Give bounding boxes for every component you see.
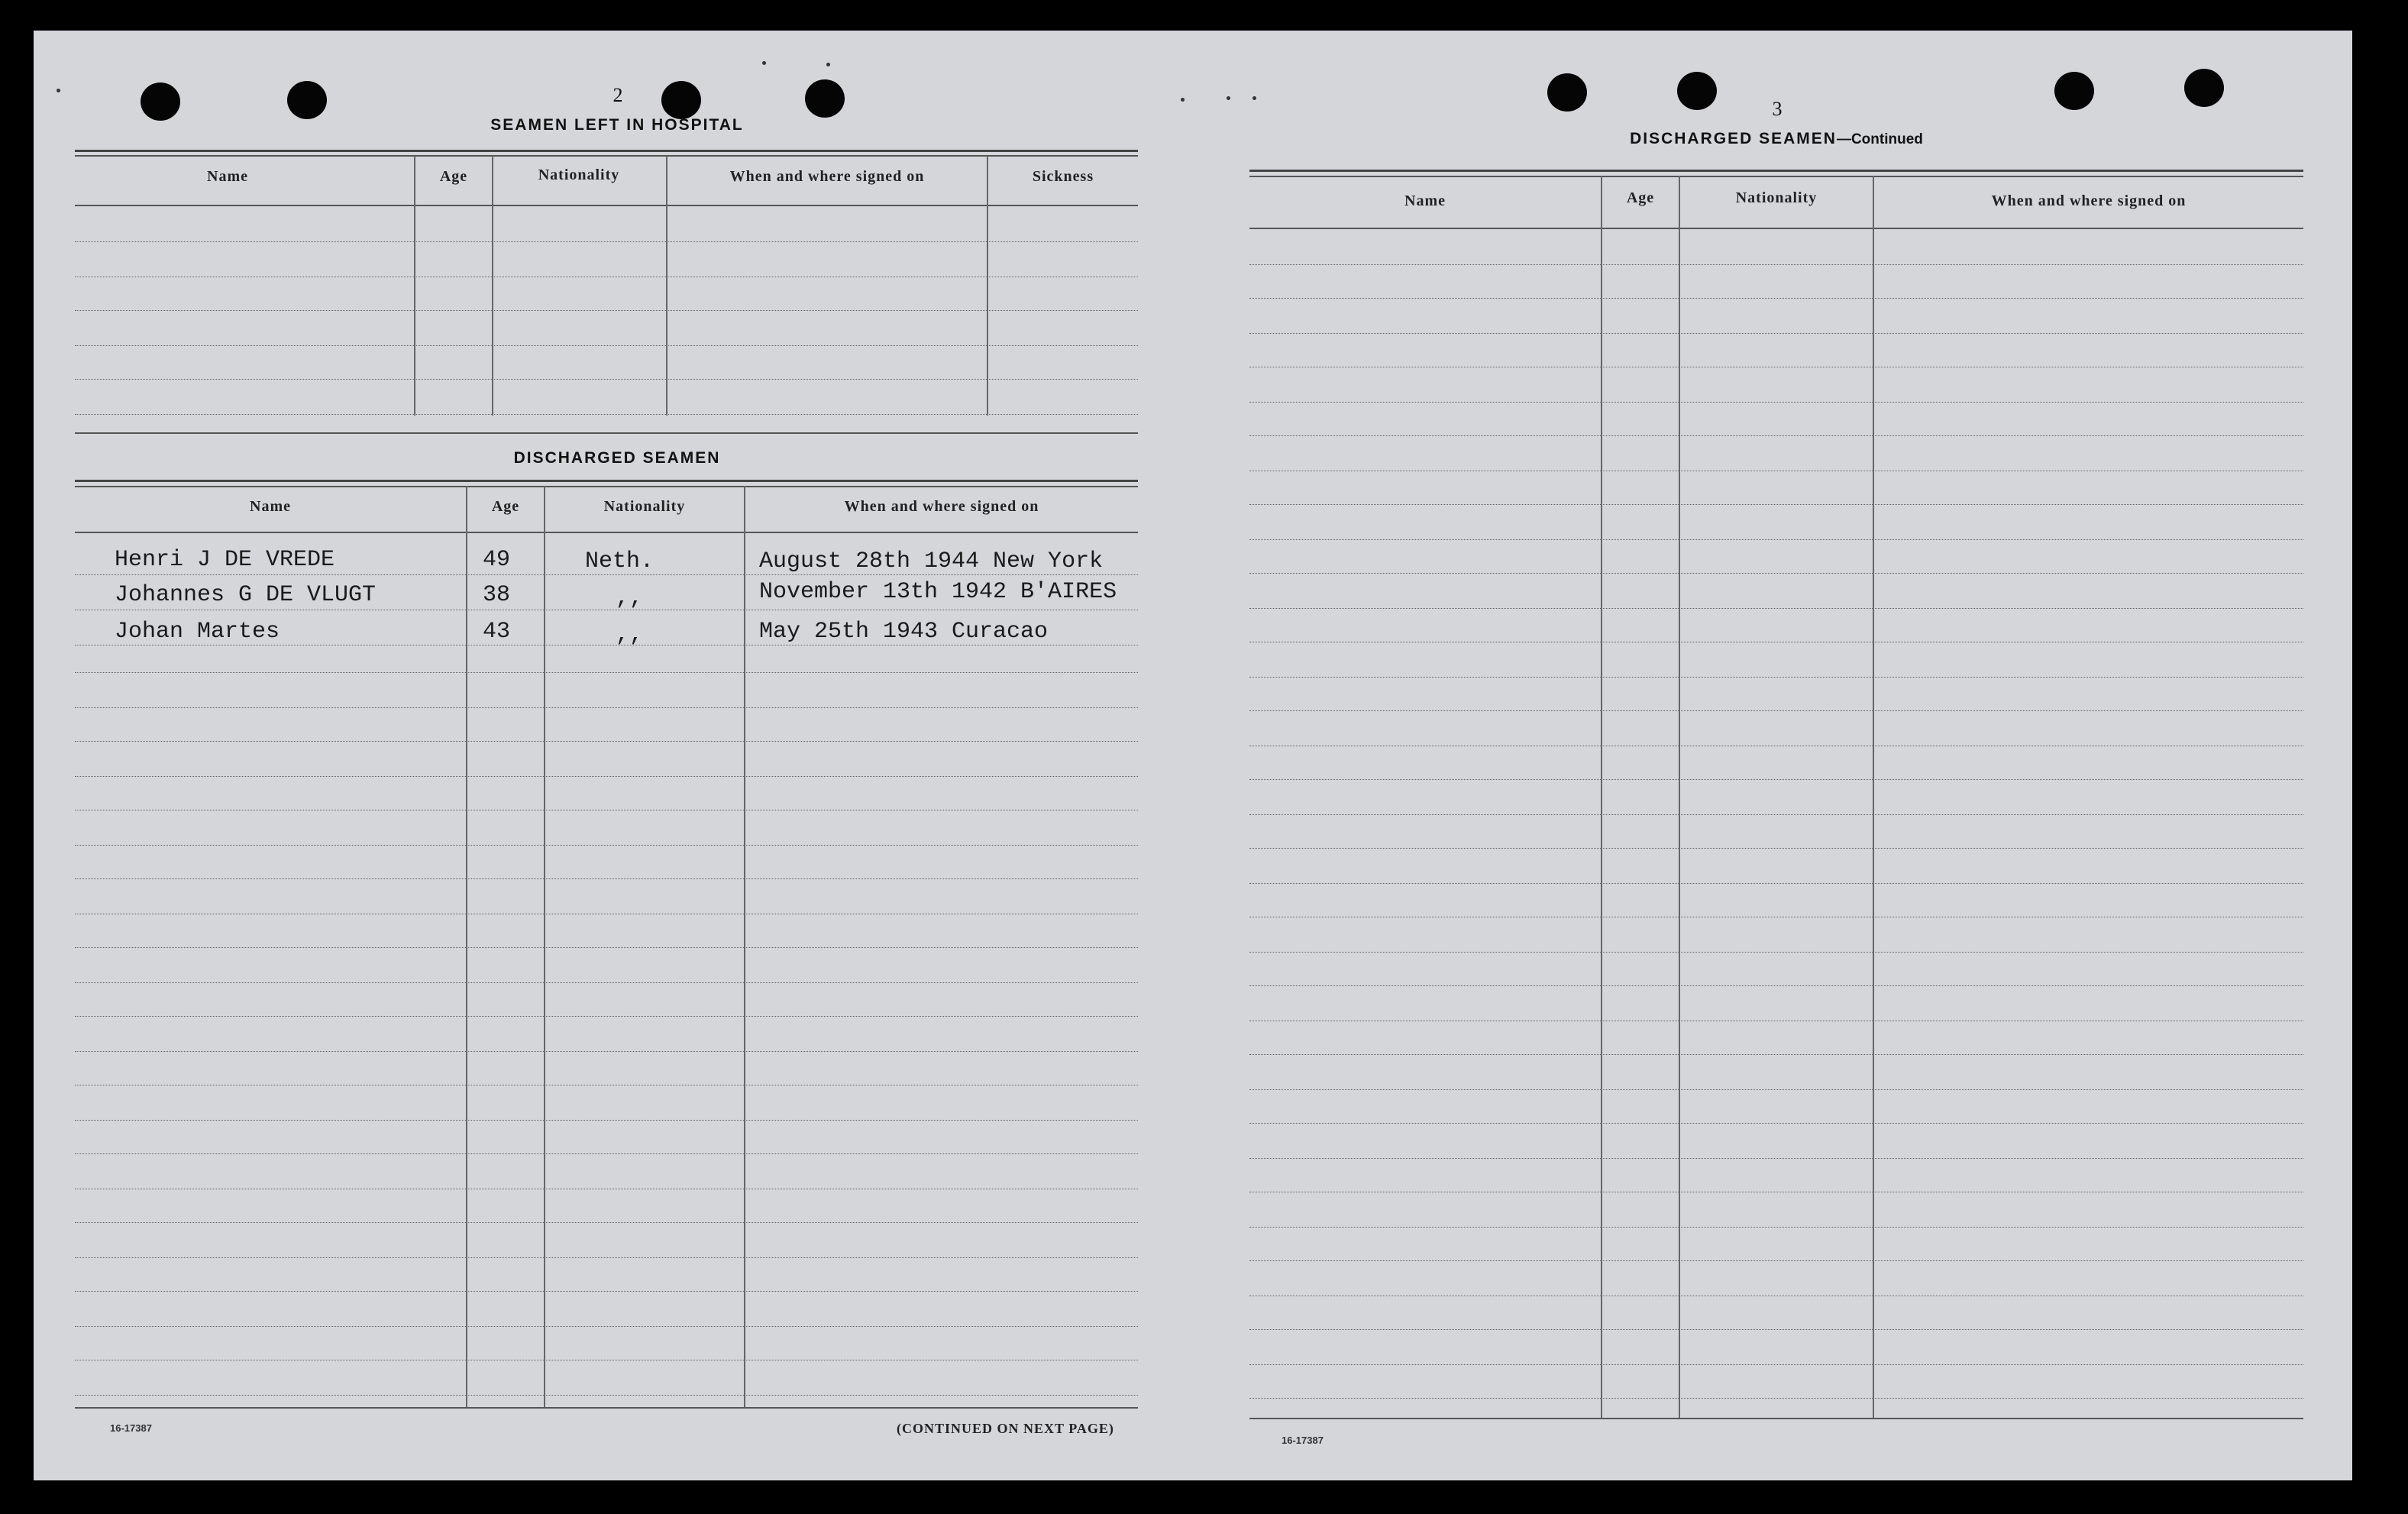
discharged-col-age: Age — [491, 498, 520, 515]
hospital-row-line — [75, 345, 1138, 346]
continued-row-line — [1249, 573, 2303, 574]
discharged-row-line — [75, 1326, 1138, 1327]
speck — [1227, 96, 1230, 100]
discharged-row-line — [75, 1222, 1138, 1223]
continued-row-line — [1249, 1089, 2303, 1090]
hospital-col-signed-on: When and where signed on — [729, 168, 925, 185]
continued-table-top-rule-2 — [1249, 176, 2303, 177]
hospital-header-rule — [75, 205, 1138, 206]
discharged-table-top-rule-2 — [75, 486, 1138, 487]
continued-row-line — [1249, 710, 2303, 711]
discharged-row-line — [75, 574, 1138, 575]
discharged-col-divider — [544, 486, 545, 1407]
hospital-row-line — [75, 241, 1138, 242]
continued-row-line — [1249, 814, 2303, 815]
continued-row-line — [1249, 1364, 2303, 1365]
continued-header-rule — [1249, 228, 2303, 229]
left-page — [75, 0, 1138, 1514]
speck — [57, 89, 60, 92]
hospital-col-divider — [492, 156, 493, 416]
seaman-signed-on: November 13th 1942 B'AIRES — [759, 579, 1117, 605]
seaman-name: Henri J DE VREDE — [115, 547, 335, 573]
hospital-col-name: Name — [207, 168, 248, 185]
continued-row-line — [1249, 539, 2303, 540]
continued-col-divider — [1873, 176, 1874, 1418]
discharged-row-line — [75, 1395, 1138, 1396]
discharged-bottom-rule — [75, 1407, 1138, 1409]
continued-row-line — [1249, 264, 2303, 265]
continued-row-line — [1249, 1329, 2303, 1330]
discharged-row-line — [75, 947, 1138, 948]
discharged-header-rule — [75, 532, 1138, 533]
continued-row-line — [1249, 333, 2303, 334]
hospital-col-divider — [414, 156, 415, 416]
discharged-row-line — [75, 1016, 1138, 1017]
right-page — [1249, 0, 2303, 1514]
continued-row-line — [1249, 848, 2303, 849]
hospital-col-divider — [666, 156, 667, 416]
discharged-row-line — [75, 741, 1138, 742]
continued-row-line — [1249, 608, 2303, 609]
hospital-table-top-rule — [75, 150, 1138, 152]
hospital-row-line — [75, 414, 1138, 415]
continued-row-line — [1249, 1398, 2303, 1399]
hospital-table-top-rule-2 — [75, 155, 1138, 157]
continued-row-line — [1249, 985, 2303, 986]
discharged-row-line — [75, 776, 1138, 777]
continued-col-age: Age — [1626, 189, 1655, 206]
continued-note: (CONTINUED ON NEXT PAGE) — [897, 1421, 1114, 1436]
seaman-age: 43 — [483, 619, 511, 645]
discharged-row-line — [75, 1120, 1138, 1121]
continued-col-nationality: Nationality — [1735, 189, 1818, 206]
seaman-nationality: ,, — [616, 585, 644, 611]
discharged-col-divider — [744, 486, 745, 1407]
continued-row-line — [1249, 1158, 2303, 1159]
continued-col-name: Name — [1404, 192, 1446, 209]
seaman-name: Johan Martes — [115, 619, 280, 645]
hospital-col-nationality: Nationality — [538, 167, 620, 183]
discharged-row-line — [75, 1257, 1138, 1258]
continued-row-line — [1249, 435, 2303, 436]
hospital-row-line — [75, 310, 1138, 311]
continued-col-divider — [1679, 176, 1680, 1418]
page-number: 2 — [613, 84, 623, 106]
discharged-col-signed-on: When and where signed on — [844, 498, 1039, 515]
discharged-row-line — [75, 1153, 1138, 1154]
continued-row-line — [1249, 1260, 2303, 1261]
discharged-row-line — [75, 1051, 1138, 1052]
continued-row-line — [1249, 1227, 2303, 1228]
seaman-age: 49 — [483, 547, 511, 573]
form-number: 16-17387 — [110, 1422, 152, 1434]
discharged-continued-title — [1547, 130, 2006, 148]
continued-row-line — [1249, 298, 2303, 299]
section-separator-rule — [75, 432, 1138, 434]
discharged-col-divider — [466, 486, 467, 1407]
seaman-nationality: Neth. — [585, 548, 655, 574]
hospital-row-line — [75, 379, 1138, 380]
continued-col-divider — [1601, 176, 1602, 1418]
continued-table-top-rule — [1249, 170, 2303, 172]
continued-bottom-rule — [1249, 1418, 2303, 1419]
discharged-section-title: DISCHARGED SEAMEN — [513, 449, 721, 467]
discharged-col-nationality: Nationality — [603, 498, 686, 515]
continued-row-line — [1249, 779, 2303, 780]
hospital-col-divider — [987, 156, 988, 416]
hospital-col-age: Age — [439, 168, 468, 185]
discharged-row-line — [75, 672, 1138, 673]
discharged-row-line — [75, 1291, 1138, 1292]
discharged-row-line — [75, 845, 1138, 846]
seaman-signed-on: August 28th 1944 New York — [759, 548, 1104, 574]
title-text: DISCHARGED SEAMEN — [1630, 130, 1837, 147]
seaman-age: 38 — [483, 582, 511, 608]
discharged-row-line — [75, 878, 1138, 879]
continued-row-line — [1249, 504, 2303, 505]
discharged-row-line — [75, 982, 1138, 983]
discharged-table-top-rule — [75, 480, 1138, 482]
speck — [1181, 98, 1185, 102]
title-suffix: —Continued — [1836, 131, 1923, 147]
discharged-row-line — [75, 707, 1138, 708]
seaman-signed-on: May 25th 1943 Curacao — [759, 619, 1049, 645]
seaman-name: Johannes G DE VLUGT — [115, 582, 377, 608]
page-number: 3 — [1772, 98, 1783, 120]
seaman-nationality: ,, — [616, 622, 644, 648]
hospital-col-sickness: Sickness — [1032, 168, 1094, 185]
discharged-col-name: Name — [250, 498, 291, 515]
continued-row-line — [1249, 883, 2303, 884]
continued-row-line — [1249, 1054, 2303, 1055]
continued-row-line — [1249, 402, 2303, 403]
continued-row-line — [1249, 952, 2303, 953]
continued-col-signed-on: When and where signed on — [1991, 192, 2187, 209]
continued-row-line — [1249, 677, 2303, 678]
form-number: 16-17387 — [1282, 1435, 1324, 1446]
continued-row-line — [1249, 1123, 2303, 1124]
hospital-section-title: SEAMEN LEFT IN HOSPITAL — [490, 116, 744, 134]
